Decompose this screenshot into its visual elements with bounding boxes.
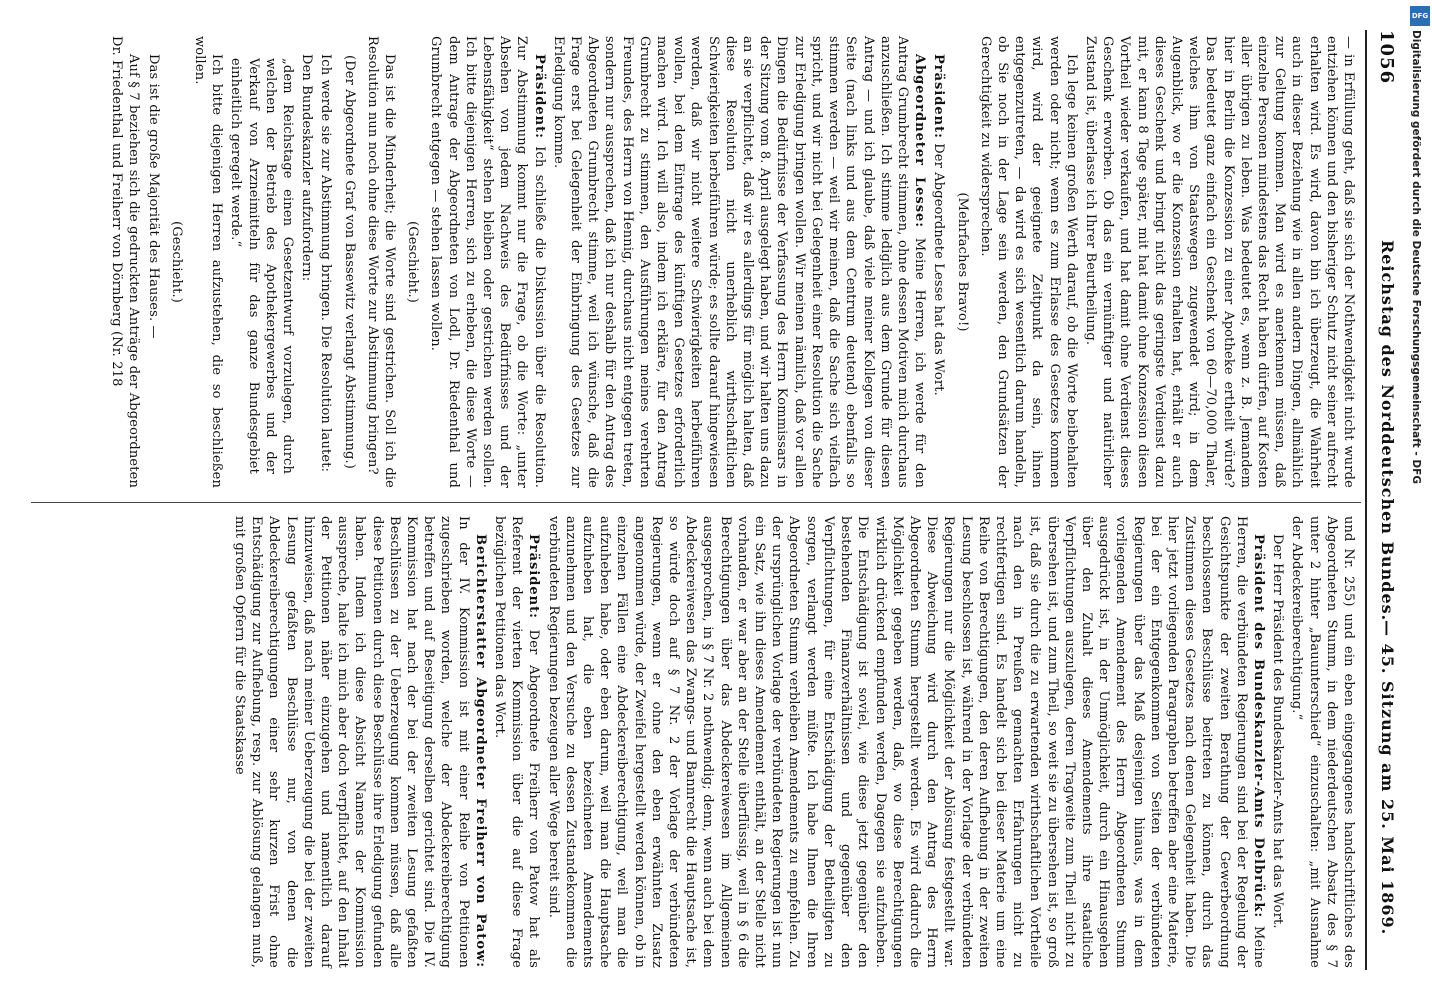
speaker-name: Berichterstatter Abgeordneter Freiherr von Patow: [472,534,488,968]
paragraph [427,36,547,488]
paragraph [168,36,185,488]
paragraph [340,36,357,488]
left-text-column [106,36,1357,488]
paragraph-text: Ich schließe die Diskussion über die Resolution. Zur Abstimmung kommt nur die Frage, ob die Worte: „unter Absehen von jedem Nachweis des Bedürfnisses und der Lebensfähigkeit“ stehen bleiben oder gestrichen werden sollen. Ich bitte diejenigen Herren, sich zu erheben, die diese Worte — dem Antrage der Abgeordneten von Lodl, Dr. Riedenthal und Grumbrecht entgegen — stehen lassen wollen. [428,36,547,488]
paragraph [108,36,142,488]
paragraph-text: Auf § 7 beziehen sich die gedruckten Anträge der Abgeordneten Dr. Friedenthal und Freiherr von Dörnberg (Nr. 218 [109,36,142,488]
dfg-funding-note: Digitalisierung gefördert durch die Deutsche Forschungsgemeinschaft - DFG [1410,30,1422,484]
paragraph [364,36,398,488]
paragraph [191,36,225,488]
paragraph-text: Meine Herren, die verbündeten Regierungen sind bei der Regelung der Gesichtspunkte der zweiten Berathung der Gewerbeordnung beschlossenen Beschlüsse beitreten zu können, durch das Zustimmen dieses Gesetzes nach denen Gelegenheit haben. Die hier jetzt vorliegenden Paragraphen betreffen aber eine Materie, bei der ein Entgegenkommen von Seiten der verbündeten Regierungen über das Maß desjenigen hinaus, was in dem vorliegenden Amendement des Herrn Abgeordneten Stumm ausgedrückt ist, in der Unmöglichkeit, durch ein Hinausgehen über den Zuhalt dieses Amendements ihre staatliche Verpflichtungen auszulegen, deren Tragweite zum Theil nicht zu übersehen ist, und zum Theil, so weit sie zu übersehen ist, so groß ist, daß sie durch die zu erwartenden wirthschaftlichen Vortheile nach den in Preußen gemachten Erfahrungen nicht zu rechtfertigen sind. Es handelt sich bei dieser Materie um eine Reihe von Berechtigungen, den deren Aufhebung in der zweiten Lesung beschlossen ist, während in der Vorlage der verbündeten Regierungen nur die Möglichkeit der Ablösung festgestellt war. Diese Abweichung wird durch den Antrag des Herrn Abgeordneten Stumm hergestellt werden. Es wird dadurch die Möglichkeit gegeben werden, daß, wo diese Berechtigungen wirklich drückend empfunden werden, Dagegen sie aufzuheben. Die Entschädigung ist soviel, wie diese jetzt gegenüber den bestehenden Finanzverhältnissen und gegenüber den Verpflichtungen, für eine Entschädigung der Betheiligten zu sorgen, verlangt werden müßte. Ich habe Ihnen die Ihren Abgeordneten Stumm verbleiben Amendements zu empfehlen. Zu der ursprünglichen Vorlage der verbündeten Regierungen ist nun ein Satz, wie ihn dieses Amendement enthält, an der Stelle nicht vorhanden, er war aber an der Stelle überflüssig, weil in § 6 die Berechtigungen über das Abdeckereiwesen im Allgemeinen ausgesprochen, in § 7 Nr. 2 nothwendig; denn, wenn auch bei dem Abdeckereiwesen das Zwangs- und Bannrecht die Hauptsache ist, so würde doch auf § 7 Nr. 2 der Vorlage der verbündeten Regierungen, wenn er ohne den eben erwähnten Zusatz angenommen würde, der Zweifel hergestellt werden können, ob in einzelnen Fällen eine Abdeckereiberechtigung, weil man die aufzuheben habe, oder eben darum, weil man die Hauptsache aufzuheben hat, die eben bezeichneten Amendements anzunehmen und den Versuche zu dessen Zustandekommen die verbündeten Regierungen bezeugen aller Wege bereit sind. [545,516,1266,968]
paragraph [1269,516,1286,968]
paragraph-text: „dem Reichstage einen Gesetzentwurf vorzulegen, durch welchen der Betrieb des Apothekergewerbes und der Verkauf von Arzneimitteln für das ganze Bundesgebiet einheitlich geregelt werde.“ [228,58,296,474]
right-text-column [229,516,1357,968]
paragraph-text: Der Abgeordnete Lesse hat das Wort. [931,138,947,396]
paragraph-text: (Der Abgeordnete Graf von Bassewitz verlangt Abstimmung.) [341,55,357,469]
paragraph-text: Den Bundeskanzler aufzufordern: [299,54,315,282]
paragraph [953,36,970,488]
column-divider [31,502,1361,503]
paragraph-text: Meine Herren, ich werde für den Antrag Grumbrecht stimmen, ohne dessen Motiven mich durchaus anzuschließen. Ich stimme lediglich aus dem Grunde für diesen Antrag — und ich glaube, daß viele meiner Kollegen von dieser Seite (nach links und aus dem Centrum deutend) ebenfalls so stimmen werden — weil wir meinen, daß die Sache sich vielfach spricht, und wir nicht bei Gelegenheit einer Resolution die Sache zur Erledigung bringen wollen. Wir meinen nämlich, daß vor allen Dingen die Bedürfnisse der Verfassung des Herrn Kommissars in der Sitzung vom 8. April ausgelegt haben, und wir halten uns dazu an sie verpflichtet, daß wir es allerdings für möglich halten, daß diese Resolution nicht unerheblich wirthschaftlichen Schwierigkeiten herbeiführen würde; es sollte darauf hingewiesen werden, daß wir nicht weitere Schwierigkeiten herbeiführen wollen, bei dem Eintrage des künftigen Gesetzes erforderlich machen wird. Ich will also, indem ich erkläre, für den Antrag Grumbrecht zu stimmen, den Ausführungen meines verehrten Freundes, des Herrn von Hennig, durchaus nicht entgegen treten, sondern nur aussprechen, daß ich nur deshalb für den Antrag des Abgeordneten Grumbrecht stimme, weil ich wünsche, daß die Frage erst bei Gelegenheit der Einbringung des Gesetzes zur Erledigung komme. [550,36,928,488]
speaker-name: Präsident: [531,54,547,139]
speaker-name: Präsident: [526,534,542,619]
paragraph-text: Der Herr Präsident des Bundeskanzler-Amts hat das Wort. [1270,534,1286,929]
paragraph-text: Ich lege keinen großen Werth darauf, ob die Worte beibehalten werden oder nicht; wenn es zum Erlasse des Gesetzes kommen wird, wird der geeignete Zeitpunkt da sein, ihnen entgegenzutreten, — da wird es sich wesentlich darum handeln, ob Sie noch in der Lage sein werden, den Grundsätzen der Gerechtigkeit zu widersprechen. [977,36,1079,488]
rotated-document-page [25,30,1405,970]
paragraph-text: — in Erfüllung geht, daß sie sich der Nothwendigkeit nicht wurde entziehen können und den bisheriger Schutz nicht seiner aufrecht erhalten wird. Es wird, davon bin ich überzeugt, die Wahrheit auch in dieser Beziehung wie in allen andern Dingen, allmählich zur Geltung kommen. Man wird es anerkennen müssen, daß einzelne Personen mindestens das Recht haben dürfen, auf Kosten aller übrigen zu leben. Was bedeutet es, wenn z. B. Jemandem hier in Berlin die Konzession zu einer Apotheke ertheilt würde? Das bedeutet ganz einfach ein Geschenk von 60—70,000 Thaler, welches ihm von Staatswegen zugewendet wird; in dem Augenblick, wo er die Konzession erhalten hat, erhält er auch dieses Geschenk und bringt nicht das geringste Verdienst dazu mit, er kann 8 Tage später, mit hat damit ohne Konzession diesen Vortheil wieder verkaufen, und hat damit ohne Verdienst dieses Geschenk erworben. Ob das ein vernünftiger und natürlicher Zustand ist, überlasse ich Ihrer Beurtheilung. [1082,36,1356,488]
paragraph [404,36,421,488]
paragraph [544,516,1267,968]
paragraph-text: (Geschieht.) [168,221,184,303]
speaker-name: Präsident: [931,54,947,139]
paragraph-text: Das ist die große Majorität des Hauses. — [145,54,161,339]
paragraph [1288,516,1357,968]
paragraph [1082,36,1357,488]
paragraph-text: Der Abgeordnete Freiherr von Patow hat als Referent der vierten Kommission über die auf diese Frage bezüglichen Petitionen das Wort. [492,516,542,968]
paragraph [491,516,543,968]
speaker-name: Präsident des Bundeskanzler-Amts Delbrück: [1250,534,1266,919]
dfg-logo: DFG [1410,6,1430,26]
running-header [1367,30,1397,970]
speaker-name: Abgeordneter Lesse: [912,54,928,229]
paragraph-text: (Mehrfaches Bravo!) [954,192,970,332]
right-header-title: — 45. Sitzung am 25. Mai 1869. [1378,620,1397,936]
page-number: 1056 [1376,30,1397,85]
header-rule [1365,30,1367,970]
paragraph [930,36,947,488]
paragraph [550,36,928,488]
paragraph-text: Ich bitte diejenigen Herren aufzustehen, die so beschließen wollen. [192,36,225,488]
paragraph-text: (Geschieht.) [405,221,421,303]
paragraph-text: Ich werde sie zur Abstimmung bringen. Die Resolution lautet: [318,54,334,473]
left-header-title: Reichstag des Norddeutschen Bundes. [1378,240,1397,622]
paragraph [317,36,334,488]
paragraph-text: und Nr. 255) und ein eben eingegangenes handschriftliches des Abgeordneten Stumm, in dem niederdeutschen Absatz des § 7 unter 2 hinter „Bauunterschied“ einzuschalten: „mit Ausnahme der Abdeckereiberechtigung.“ [1289,516,1356,968]
paragraph [144,36,161,488]
paragraph-text: Das ist die Minderheit; die Worte sind gestrichen. Soll ich die Resolution nun noch ohne diese Worte zur Abstimmung bringen? [364,36,398,488]
paragraph [231,516,489,968]
paragraph-text: In der IV. Kommission ist mit einer Reihe von Petitionen zugeschrieben worden, welche der Abdeckereiberechtigung betreffen und auf Beseitigung derselben gerichtet sind. Die IV. Kommission hat nach der bei der zweiten Lesung gefaßten Beschlüssen zu der Ueberzeugung kommen müssen, daß alle diese Petitionen durch diese Beschlüsse ihre Erledigung gefunden haben. Indem ich diese Absicht Namens der Kommission ausspreche, halte ich mich aber doch verpflichtet, auf den Inhalt der Petitionen näher einzugehen und namentlich darauf hinzuweisen, daß nach meiner Ueberzeugung die bei der zweiten Lesung gefaßten Beschlüsse nur, von denen die Abdeckereiberechtigungen einer sehr kurzen Frist ohne Entschädigung zur Aufhebung, resp. zur Ablösung gelangen muß, mit großen Opfern für die Staatskasse [232,516,471,968]
paragraph [227,58,296,474]
paragraph [298,36,315,488]
paragraph [977,36,1080,488]
